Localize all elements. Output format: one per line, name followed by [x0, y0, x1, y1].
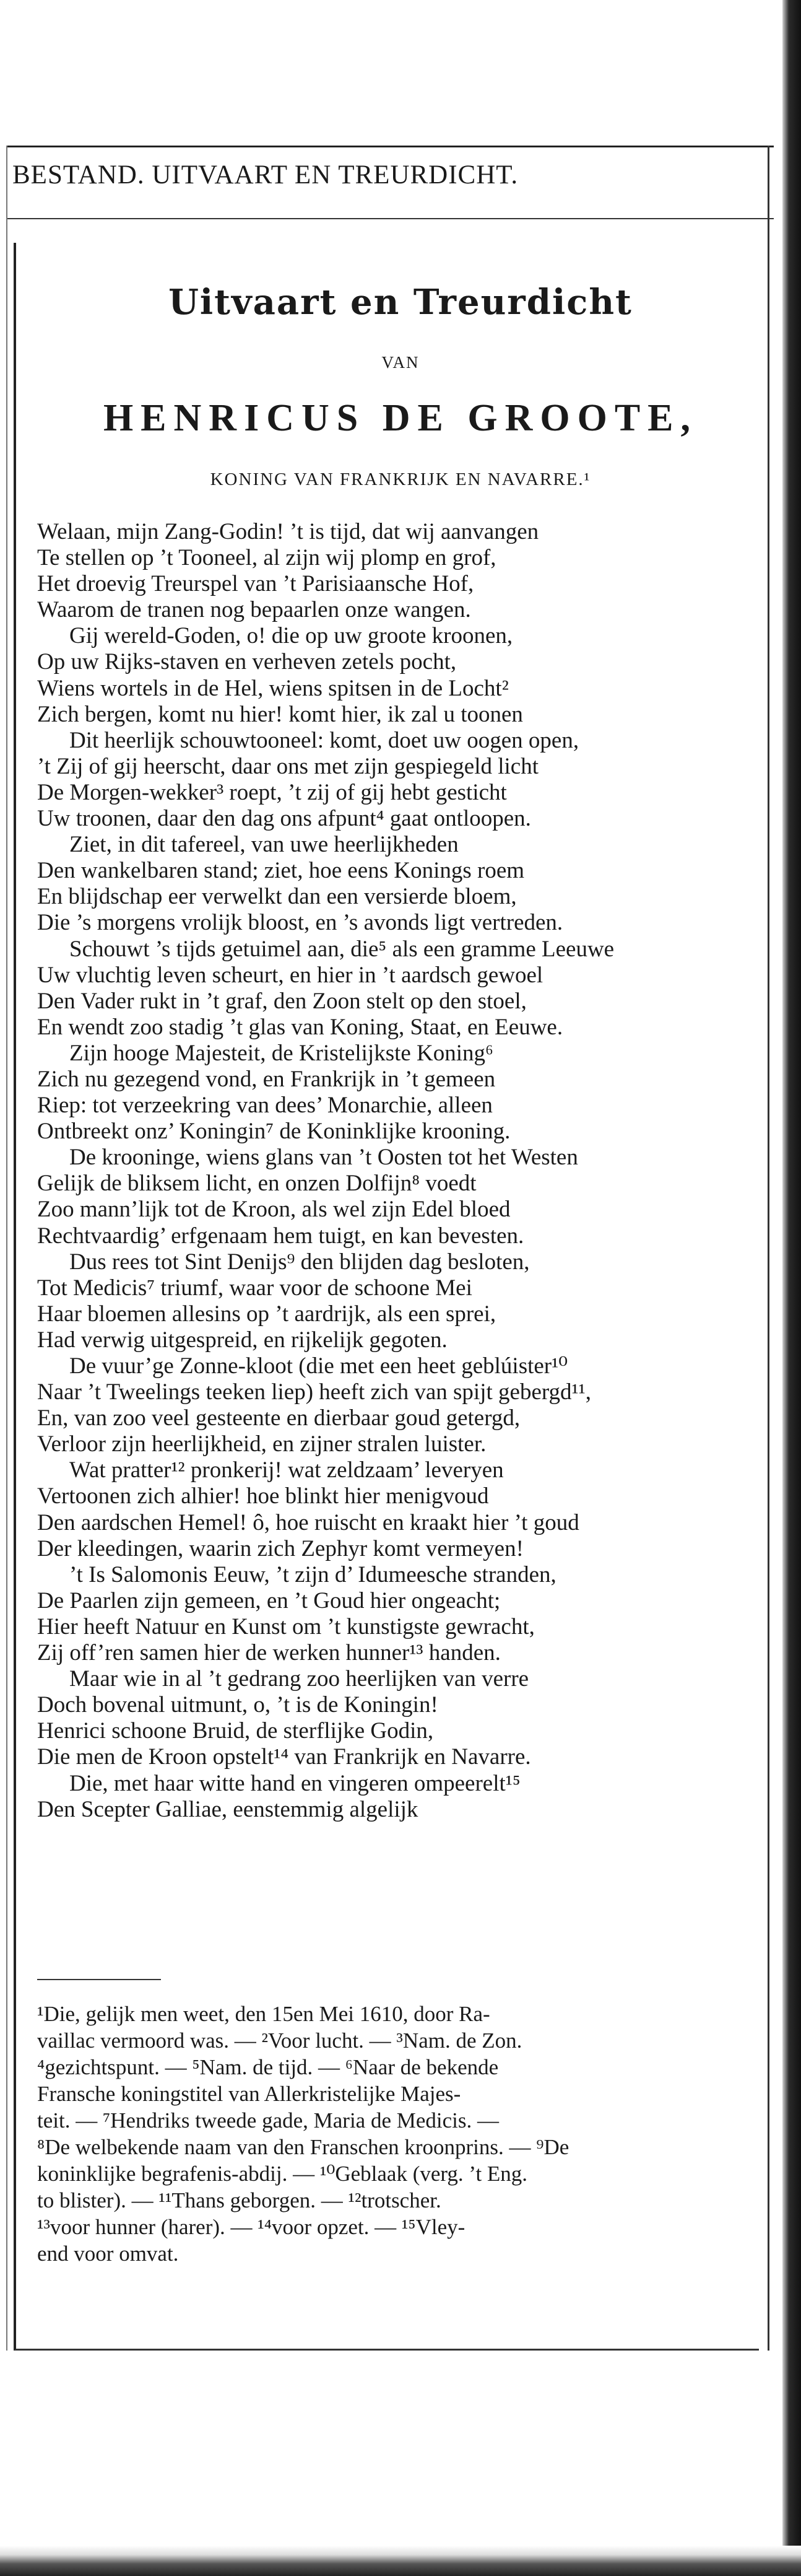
- head-rule: [6, 218, 774, 219]
- poem-line: Dit heerlijk schouwtooneel: komt, doet uw oogen open,: [69, 727, 579, 753]
- title-van: VAN: [381, 353, 420, 372]
- poem-line: Doch bovenal uitmunt, o, ’t is de Koningin!: [37, 1692, 438, 1718]
- poem-body: [37, 519, 755, 1823]
- poem-line: Te stellen op ’t Tooneel, al zijn wij plomp en grof,: [37, 545, 496, 571]
- poem-line: Zoo mann’lijk tot de Kroon, als wel zijn Edel bloed: [37, 1197, 511, 1223]
- poem-line: Maar wie in al ’t gedrang zoo heerlijken van verre: [69, 1666, 529, 1692]
- poem-line: En, van zoo veel gesteente en dierbaar goud getergd,: [37, 1405, 521, 1431]
- page-bottom-scan-edge: [0, 2546, 801, 2576]
- poem-line: Zich nu gezegend vond, en Frankrijk in ’t gemeen: [37, 1066, 496, 1092]
- poem-line: Zich bergen, komt nu hier! komt hier, ik zal u toonen: [37, 701, 523, 727]
- footnote-line: end voor omvat.: [37, 2242, 179, 2266]
- poem-line: Rechtvaardig’ erfgenaam hem tuigt, en kan bevesten.: [37, 1223, 524, 1249]
- footnote-line: ⁴gezichtspunt. — ⁵Nam. de tijd. — ⁶Naar de bekende: [37, 2055, 499, 2079]
- footnote-line: teit. — ⁷Hendriks tweede gade, Maria de Medicis. —: [37, 2108, 500, 2133]
- footnote-line: vaillac vermoord was. — ²Voor lucht. — ³Nam. de Zon.: [37, 2028, 522, 2053]
- poem-line: Vertoonen zich alhier! hoe blinkt hier menigvoud: [37, 1483, 489, 1509]
- footnote-line: ¹³voor hunner (harer). — ¹⁴voor opzet. — ¹⁵Vley-: [37, 2215, 465, 2239]
- poem-line: Gelijk de bliksem licht, en onzen Dolfijn⁸ voedt: [37, 1171, 477, 1197]
- footnote-line: Fransche koningstitel van Allerkristelijke Majes-: [37, 2082, 461, 2106]
- poem-line: De Paarlen zijn gemeen, en ’t Goud hier ongeacht;: [37, 1587, 501, 1613]
- footnote-line: koninklijke begrafenis-abdij. — ¹⁰Geblaak (verg. ’t Eng.: [37, 2162, 528, 2186]
- footnote-line: ⁸De welbekende naam van den Franschen kroonprins. — ⁹De: [37, 2135, 569, 2159]
- poem-line: ’t Is Salomonis Eeuw, ’t zijn d’ Idumeesche stranden,: [69, 1561, 556, 1587]
- poem-line: Naar ’t Tweelings teeken liep) heeft zich van spijt gebergd¹¹,: [37, 1379, 591, 1405]
- poem-line: Wat pratter¹² pronkerij! wat zeldzaam’ leveryen: [69, 1457, 504, 1483]
- poem-line: Het droevig Treurspel van ’t Parisiaansche Hof,: [37, 571, 474, 597]
- poem-line: En blijdschap eer verwelkt dan een versierde bloem,: [37, 884, 517, 910]
- poem-line: Tot Medicis⁷ triumf, waar voor de schoone Mei: [37, 1275, 472, 1301]
- poem-line: Hier heeft Natuur en Kunst om ’t kunstigste gewracht,: [37, 1613, 535, 1639]
- page-edge-shadow: [782, 0, 801, 2576]
- poem-line: Riep: tot verzeekring van dees’ Monarchie, alleen: [37, 1093, 493, 1119]
- poem-line: Gij wereld-Goden, o! die op uw groote kroonen,: [69, 623, 513, 649]
- poem-line: Had verwig uitgespreid, en rijkelijk gegoten.: [37, 1327, 448, 1353]
- subject-subtitle: KONING VAN FRANKRIJK EN NAVARRE.¹: [210, 469, 591, 489]
- poem-line: Die, met haar witte hand en vingeren ompeerelt¹⁵: [69, 1770, 521, 1796]
- article-title: Uitvaart en Treurdicht: [168, 282, 633, 323]
- poem-line: Ontbreekt onz’ Koningin⁷ de Koninklijke krooning.: [37, 1119, 511, 1145]
- poem-line: Die men de Kroon opstelt¹⁴ van Frankrijk en Navarre.: [37, 1744, 531, 1770]
- poem-line: Wiens wortels in de Hel, wiens spitsen in de Locht²: [37, 675, 509, 701]
- poem-line: En wendt zoo stadig ’t glas van Koning, Staat, en Eeuwe.: [37, 1014, 563, 1040]
- footnote-rule: [37, 1979, 161, 1980]
- poem-line: Uw vluchtig leven scheurt, en hier in ’t aardsch gewoel: [37, 962, 543, 988]
- poem-line: Den aardschen Hemel! ô, hoe ruischt en kraakt hier ’t goud: [37, 1509, 579, 1535]
- poem-line: De vuur’ge Zonne-kloot (die met een heet geblúister¹⁰: [69, 1353, 568, 1379]
- poem-line: De Morgen-wekker³ roept, ’t zij of gij hebt gesticht: [37, 779, 507, 805]
- poem-line: Verloor zijn heerlijkheid, en zijner stralen luister.: [37, 1431, 487, 1457]
- poem-line: Der kleedingen, waarin zich Zephyr komt vermeyen!: [37, 1535, 524, 1561]
- poem-line: Welaan, mijn Zang-Godin! ’t is tijd, dat wij aanvangen: [37, 519, 539, 544]
- poem-line: Zij off’ren samen hier de werken hunner¹³ handen.: [37, 1640, 501, 1666]
- poem-line: Den Vader rukt in ’t graf, den Zoon stelt op den stoel,: [37, 988, 527, 1014]
- poem-line: ’t Zij of gij heerscht, daar ons met zijn gespiegeld licht: [37, 753, 539, 779]
- poem-line: Die ’s morgens vrolijk bloost, en ’s avonds ligt vertreden.: [37, 910, 563, 936]
- poem-line: Den wankelbaren stand; ziet, hoe eens Konings roem: [37, 858, 525, 884]
- poem-line: Haar bloemen allesins op ’t aardrijk, als een sprei,: [37, 1301, 496, 1327]
- poem-line: Ziet, in dit tafereel, van uwe heerlijkheden: [69, 832, 459, 858]
- footnote-line: ¹Die, gelijk men weet, den 15en Mei 1610, door Ra-: [37, 2002, 490, 2026]
- poem-line: Op uw Rijks-staven en verheven zetels pocht,: [37, 649, 457, 675]
- poem-line: De krooninge, wiens glans van ’t Oosten tot het Westen: [69, 1145, 578, 1171]
- poem-line: Waarom de tranen nog bepaarlen onze wangen.: [37, 597, 471, 623]
- top-rule: [6, 146, 774, 147]
- footnote-line: to blister). — ¹¹Thans geborgen. — ¹²trotscher.: [37, 2188, 441, 2212]
- poem-line: Zijn hooge Majesteit, de Kristelijkste Koning⁶: [69, 1040, 493, 1066]
- poem-line: Schouwt ’s tijds getuimel aan, die⁵ als een gramme Leeuwe: [69, 936, 615, 962]
- poem-line: Uw troonen, daar den dag ons afpunt⁴ gaat ontloopen.: [37, 806, 531, 832]
- poem-line: Den Scepter Galliae, eenstemmig algelijk: [37, 1796, 418, 1822]
- poem-line: Henrici schoone Bruid, de sterflijke Godin,: [37, 1718, 434, 1744]
- subject-name: HENRICUS DE GROOTE,: [103, 397, 698, 439]
- poem-line: Dus rees tot Sint Denijs⁹ den blijden dag besloten,: [69, 1249, 530, 1275]
- footnotes: [37, 2001, 749, 2267]
- running-head: BESTAND. UITVAART EN TREURDICHT.: [12, 160, 519, 190]
